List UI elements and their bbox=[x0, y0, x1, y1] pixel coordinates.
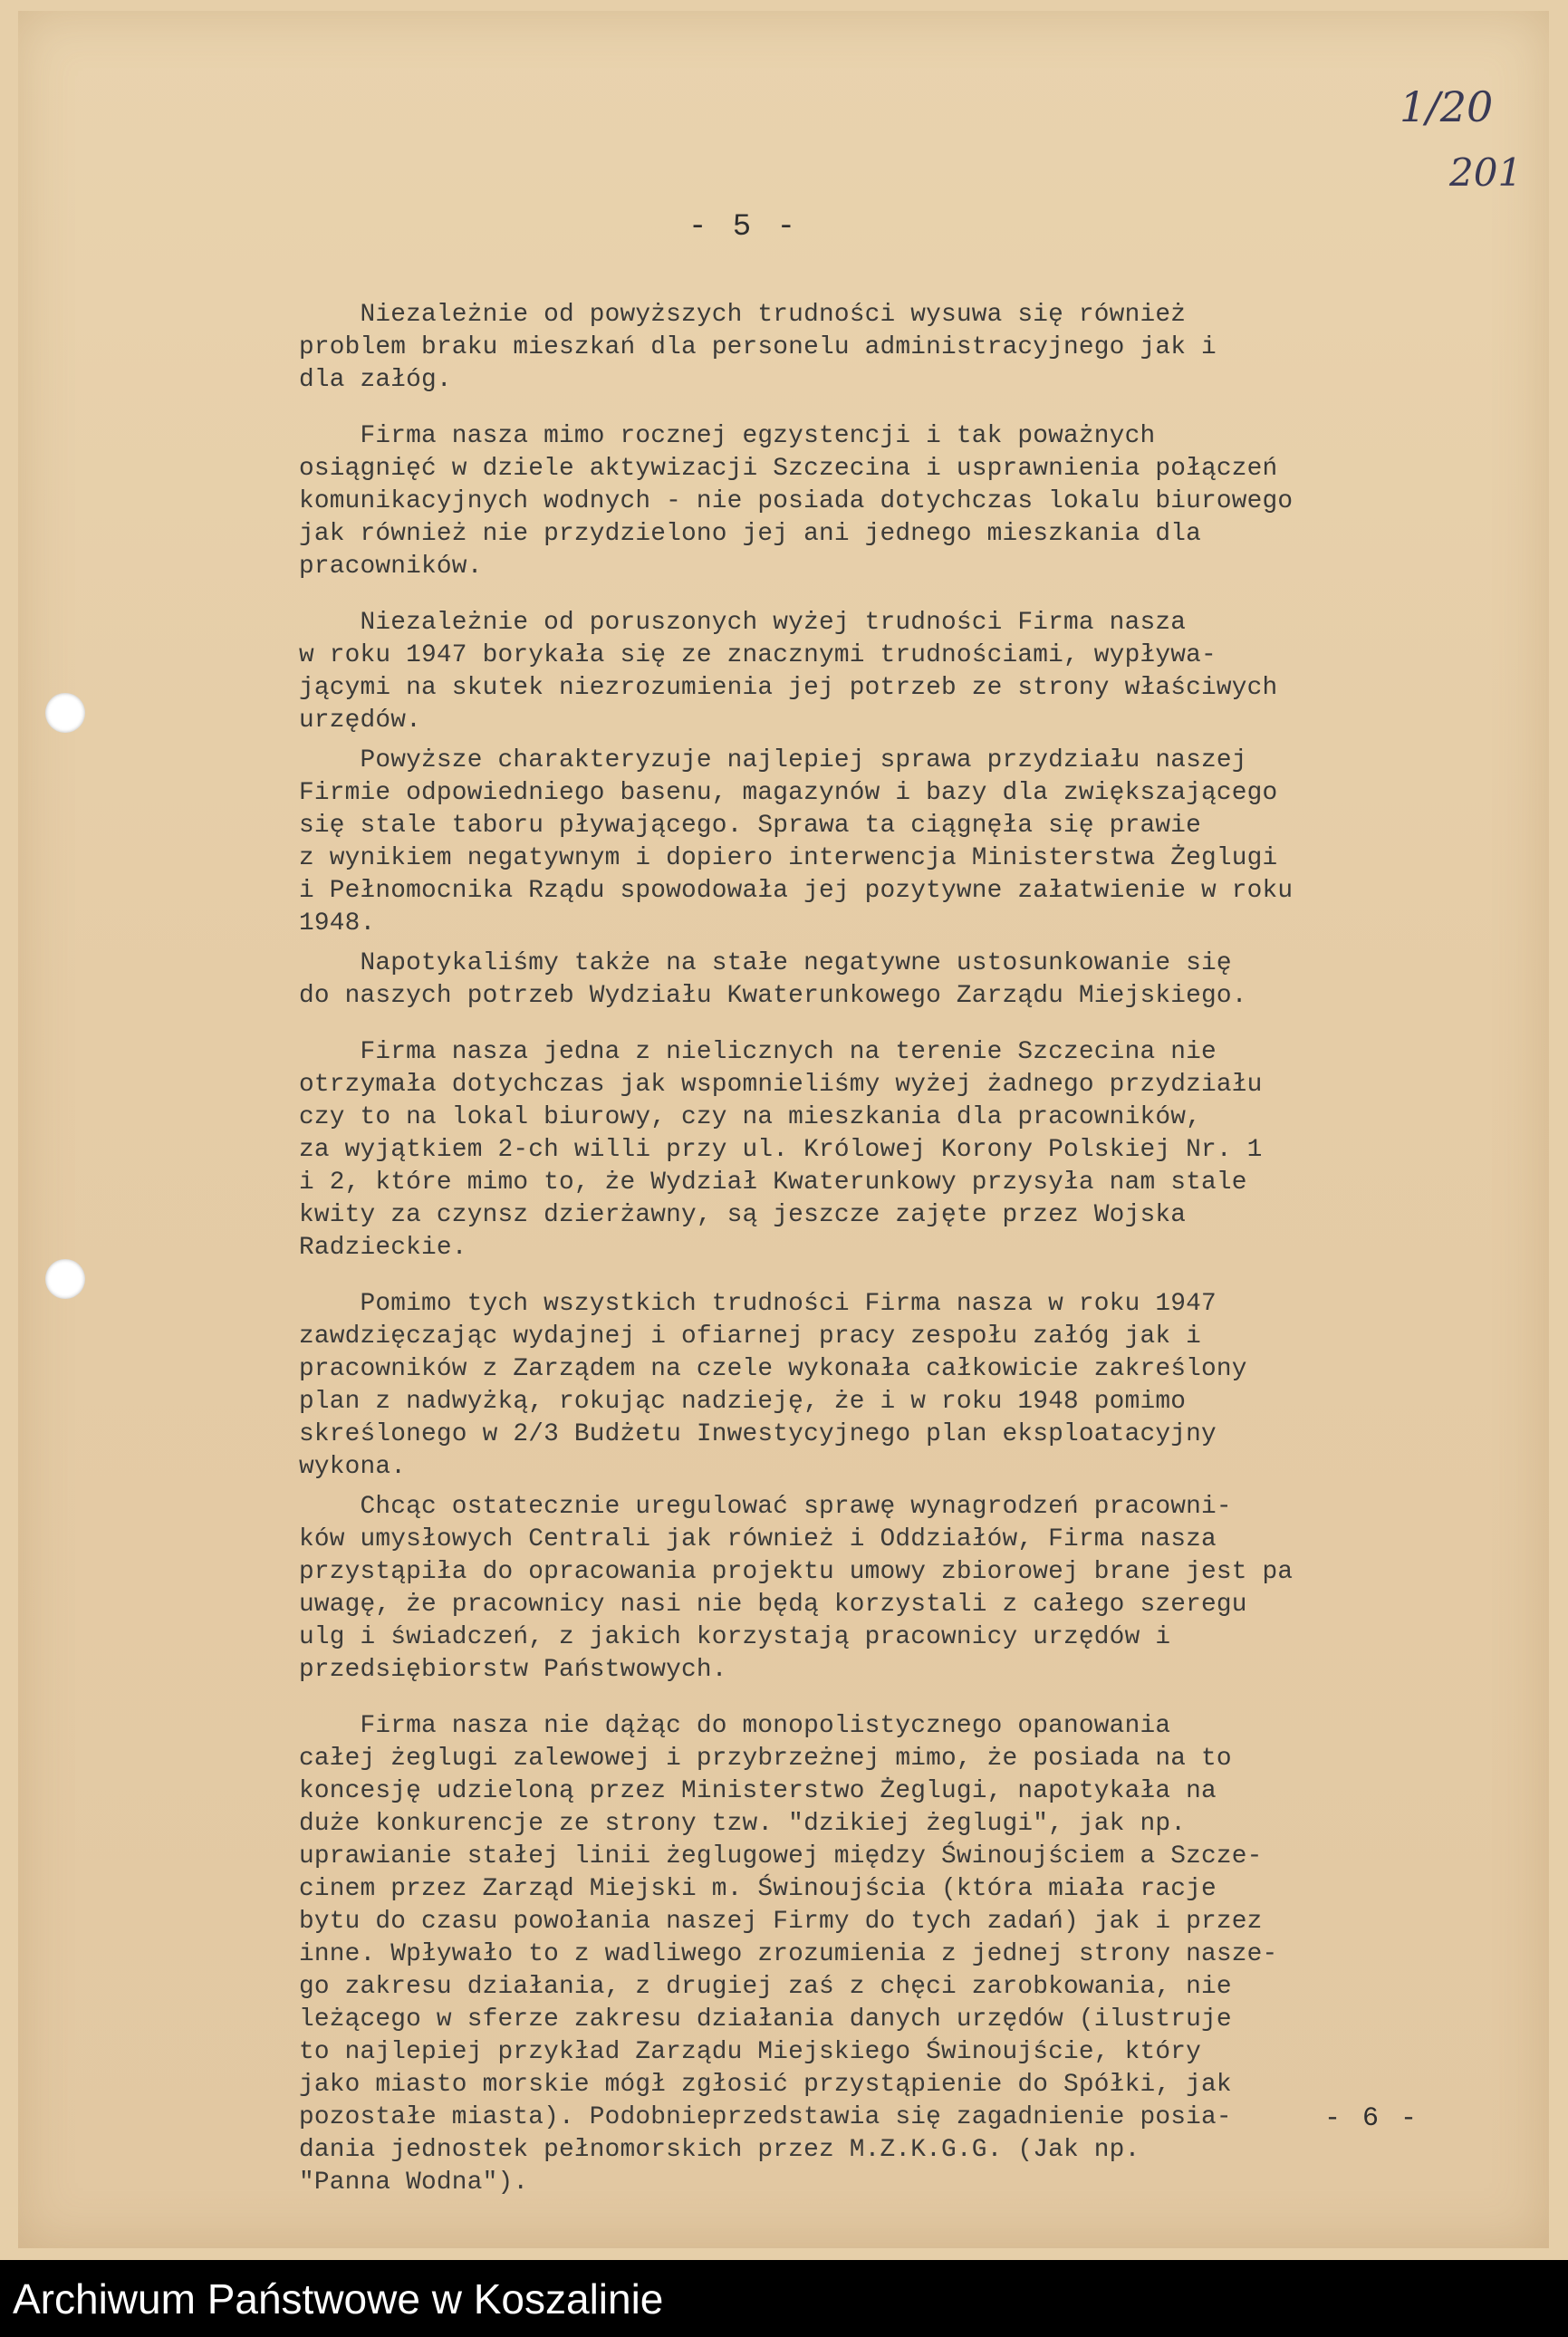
paragraph bbox=[299, 1036, 1549, 1265]
text-line: ulg i świadczeń, z jakich korzystają pracownicy urzędów i bbox=[299, 1623, 1171, 1651]
text-line: Napotykaliśmy także na stałe negatywne ustosunkowanie się bbox=[299, 949, 1232, 977]
next-page-marker: - 6 - bbox=[1324, 2103, 1420, 2134]
text-line: bytu do czasu powołania naszej Firmy do tych zadań) jak i przez bbox=[299, 1908, 1263, 1936]
paragraph bbox=[299, 607, 1549, 737]
text-line: otrzymała dotychczas jak wspomnieliśmy wyżej żadnego przydziału bbox=[299, 1071, 1263, 1099]
text-line: i 2, które mimo to, że Wydział Kwaterunkowy przysyła nam stale bbox=[299, 1168, 1247, 1197]
archive-number-bottom: 201 bbox=[1449, 150, 1523, 195]
punch-hole bbox=[45, 693, 85, 733]
text-line: "Panna Wodna"). bbox=[299, 2169, 529, 2197]
text-line: i Pełnomocnika Rządu spowodowała jej pozytywne załatwienie w roku bbox=[299, 877, 1294, 905]
text-line: skreślonego w 2/3 Budżetu Inwestycyjnego plan eksploatacyjny bbox=[299, 1420, 1217, 1448]
text-line: Radzieckie. bbox=[299, 1234, 467, 1262]
text-line: Niezależnie od poruszonych wyżej trudności Firma nasza bbox=[299, 609, 1187, 637]
page-number: - 5 - bbox=[688, 210, 800, 245]
text-line: się stale taboru pływającego. Sprawa ta ciągnęła się prawie bbox=[299, 812, 1201, 840]
text-line: Powyższe charakteryzuje najlepiej sprawa przydziału naszej bbox=[299, 746, 1247, 774]
archive-number-top: 1/20 bbox=[1400, 82, 1494, 131]
text-line: jak również nie przydzielono jej ani jednego mieszkania dla bbox=[299, 520, 1201, 548]
text-line: Chcąc ostatecznie uregulować sprawę wynagrodzeń pracowni- bbox=[299, 1493, 1232, 1521]
text-line: Firmie odpowiedniego basenu, magazynów i bazy dla zwiększającego bbox=[299, 779, 1278, 807]
text-line: wykona. bbox=[299, 1453, 407, 1481]
text-line: plan z nadwyżką, rokując nadzieję, że i w roku 1948 pomimo bbox=[299, 1388, 1187, 1416]
text-line: Firma nasza jedna z nielicznych na terenie Szczecina nie bbox=[299, 1038, 1217, 1066]
text-line: to najlepiej przykład Zarządu Miejskiego Świnoujście, który bbox=[299, 2038, 1201, 2066]
text-line: osiągnięć w dziele aktywizacji Szczecina i usprawnienia połączeń bbox=[299, 455, 1278, 483]
paragraph bbox=[299, 299, 1549, 397]
text-line: uwagę, że pracownicy nasi nie będą korzystali z całego szeregu bbox=[299, 1591, 1247, 1619]
text-line: dla załóg. bbox=[299, 366, 452, 394]
text-line: Pomimo tych wszystkich trudności Firma nasza w roku 1947 bbox=[299, 1290, 1217, 1318]
archive-institution-name: Archiwum Państwowe w Koszalinie bbox=[13, 2274, 664, 2323]
archive-footer bbox=[0, 2260, 1568, 2337]
text-line: problem braku mieszkań dla personelu administracyjnego jak i bbox=[299, 333, 1217, 361]
text-line: ków umysłowych Centrali jak również i Oddziałów, Firma nasza bbox=[299, 1525, 1217, 1553]
paragraph bbox=[299, 1288, 1549, 1484]
text-line: jącymi na skutek niezrozumienia jej potrzeb ze strony właściwych bbox=[299, 674, 1278, 702]
text-line: do naszych potrzeb Wydziału Kwaterunkowego Zarządu Miejskiego. bbox=[299, 982, 1247, 1010]
text-line: przedsiębiorstw Państwowych. bbox=[299, 1656, 727, 1684]
text-line: Firma nasza mimo rocznej egzystencji i tak poważnych bbox=[299, 422, 1156, 450]
text-line: koncesję udzieloną przez Ministerstwo Żeglugi, napotykała na bbox=[299, 1777, 1217, 1805]
text-line: czy to na lokal biurowy, czy na mieszkania dla pracowników, bbox=[299, 1103, 1201, 1131]
text-line: przystąpiła do opracowania projektu umowy zbiorowej brane jest pa bbox=[299, 1558, 1294, 1586]
paragraph bbox=[299, 745, 1549, 940]
text-line: kwity za czynsz dzierżawny, są jeszcze zajęte przez Wojska bbox=[299, 1201, 1187, 1229]
paragraph bbox=[299, 420, 1549, 583]
text-line: całej żeglugi zalewowej i przybrzeżnej mimo, że posiada na to bbox=[299, 1745, 1232, 1773]
text-line: Niezależnie od powyższych trudności wysuwa się również bbox=[299, 301, 1187, 329]
text-line: w roku 1947 borykała się ze znacznymi trudnościami, wypływa- bbox=[299, 641, 1217, 669]
text-line: pracowników z Zarządem na czele wykonała całkowicie zakreślony bbox=[299, 1355, 1247, 1383]
document-body bbox=[299, 299, 1549, 2223]
punch-hole bbox=[45, 1259, 85, 1299]
text-line: jako miasto morskie mógł zgłosić przystąpienie do Spółki, jak bbox=[299, 2071, 1232, 2099]
text-line: dania jednostek pełnomorskich przez M.Z.K.G.G. (Jak np. bbox=[299, 2136, 1140, 2164]
text-line: cinem przez Zarząd Miejski m. Świnoujścia (która miała racje bbox=[299, 1875, 1217, 1903]
paragraph bbox=[299, 947, 1549, 1013]
text-line: go zakresu działania, z drugiej zaś z chęci zarobkowania, nie bbox=[299, 1973, 1232, 2001]
text-line: komunikacyjnych wodnych - nie posiada dotychczas lokalu biurowego bbox=[299, 487, 1294, 515]
text-line: zawdzięczając wydajnej i ofiarnej pracy zespołu załóg jak i bbox=[299, 1322, 1201, 1351]
text-line: Firma nasza nie dążąc do monopolistycznego opanowania bbox=[299, 1712, 1171, 1740]
text-line: 1948. bbox=[299, 909, 376, 938]
text-line: inne. Wpływało to z wadliwego zrozumienia z jednej strony nasze- bbox=[299, 1940, 1278, 1968]
text-line: duże konkurencje ze strony tzw. "dzikiej żeglugi", jak np. bbox=[299, 1810, 1187, 1838]
text-line: za wyjątkiem 2-ch willi przy ul. Królowej Korony Polskiej Nr. 1 bbox=[299, 1136, 1263, 1164]
text-line: urzędów. bbox=[299, 707, 422, 735]
text-line: uprawianie stałej linii żeglugowej między Świnoujściem a Szcze- bbox=[299, 1842, 1263, 1871]
text-line: leżącego w sferze zakresu działania danych urzędów (ilustruje bbox=[299, 2005, 1232, 2034]
paragraph bbox=[299, 1491, 1549, 1687]
text-line: z wynikiem negatywnym i dopiero interwencja Ministerstwa Żeglugi bbox=[299, 844, 1278, 872]
text-line: pracowników. bbox=[299, 553, 483, 581]
text-line: pozostałe miasta). Podobnieprzedstawia się zagadnienie posia- bbox=[299, 2103, 1232, 2131]
